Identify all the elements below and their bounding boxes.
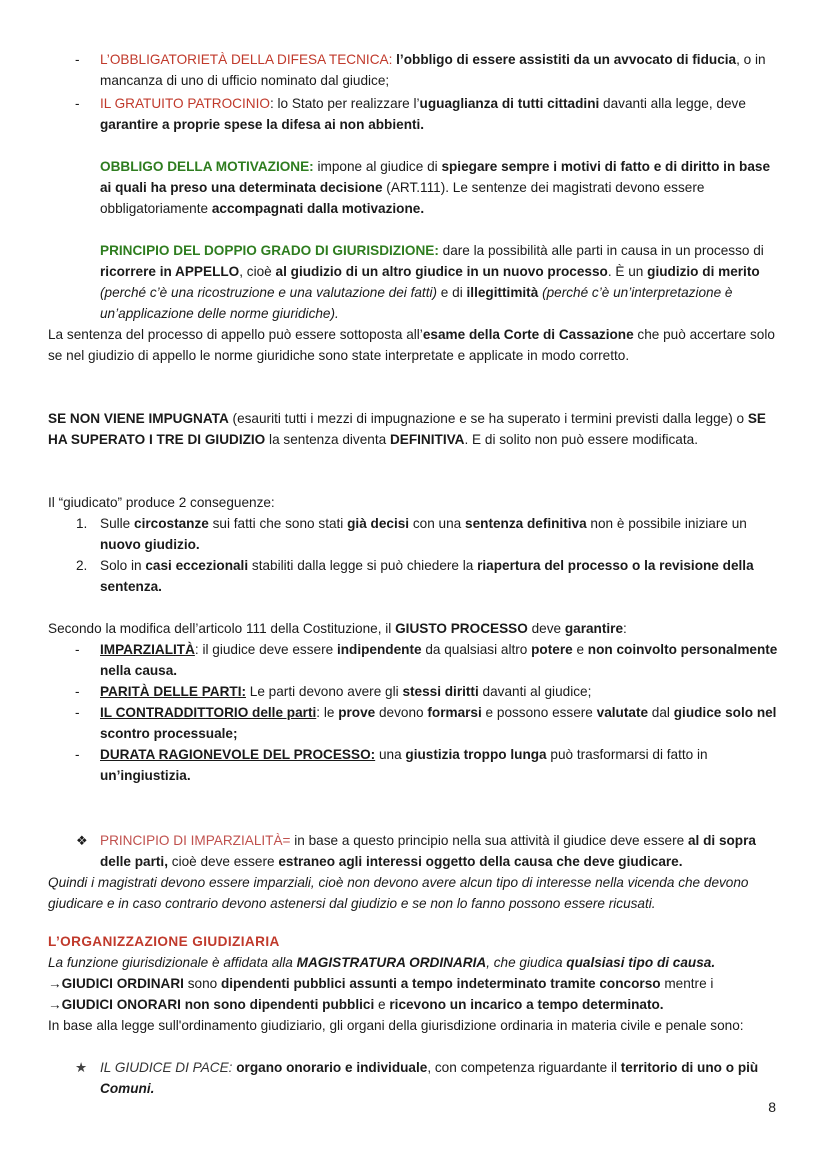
page-number: 8 bbox=[768, 1099, 776, 1115]
item-title: IMPARZIALITÀ bbox=[100, 642, 195, 657]
item-title: DURATA RAGIONEVOLE DEL PROCESSO: bbox=[100, 747, 376, 762]
paragraph-doppio-grado: PRINCIPIO DEL DOPPIO GRADO DI GIURISDIZIONE: dare la possibilità alle parti in causa in un processo di ricorrere in APPELLO, cioè al giudizio di un altro giudice in un nuovo processo. È un giudizio di merito (perché c’è una ricostruzione e una valutazione dei fatti) e di illegittimità (perché c’è un’interpretazione è un’applicazione delle norme giuridiche). bbox=[100, 243, 764, 321]
item-title: IL GIUDICE DI PACE: bbox=[100, 1060, 233, 1075]
diamond-bullet-icon: ❖ bbox=[76, 833, 88, 848]
section-title: PRINCIPIO DEL DOPPIO GRADO DI GIURISDIZIONE: bbox=[100, 243, 439, 258]
paragraph-magistratura: La funzione giurisdizionale è affidata alla MAGISTRATURA ORDINARIA, che giudica qualsiasi tipo di causa. bbox=[48, 955, 716, 970]
dash-marker: - bbox=[75, 705, 80, 720]
list-item-durata: - DURATA RAGIONEVOLE DEL PROCESSO: una giustizia troppo lunga può trasformarsi di fatto in un’ingiustizia. bbox=[100, 744, 780, 786]
list-item-giudice-di-pace: ★ IL GIUDICE DI PACE: organo onorario e individuale, con competenza riguardante il territorio di uno o più Comuni. bbox=[100, 1057, 780, 1099]
paragraph-giusto-processo: Secondo la modifica dell’articolo 111 della Costituzione, il GIUSTO PROCESSO deve garantire: bbox=[48, 621, 627, 636]
item-title: L’OBBLIGATORIETÀ DELLA DIFESA TECNICA: bbox=[100, 52, 393, 67]
item-title: PARITÀ DELLE PARTI: bbox=[100, 684, 246, 699]
paragraph-motivazione: OBBLIGO DELLA MOTIVAZIONE: impone al giudice di spiegare sempre i motivi di fatto e di diritto in base ai quali ha preso una determinata decisione (ART.111). Le sentenze dei magistrati devono essere obbligatoriamente accompagnati dalla motivazione. bbox=[100, 159, 771, 216]
italic-note: Quindi i magistrati devono essere imparziali, cioè non devono avere alcun tipo di interesse nella vicenda che devono giudicare e in caso contrario devono astenersi dal giudizio e se non lo fanno possono essere ricusati. bbox=[48, 875, 749, 911]
number-marker: 1. bbox=[76, 516, 88, 531]
dash-marker: - bbox=[75, 642, 80, 657]
paragraph-ordinamento: In base alla legge sull'ordinamento giudiziario, gli organi della giurisdizione ordinaria in materia civile e penale sono: bbox=[48, 1018, 744, 1033]
dash-marker: - bbox=[75, 96, 80, 111]
list-item-principio-imparzialita: ❖ PRINCIPIO DI IMPARZIALITÀ= in base a questo principio nella sua attività il giudice deve essere al di sopra delle parti, cioè deve essere estraneo agli interessi oggetto della causa che deve giudicare. bbox=[100, 830, 780, 872]
dash-marker: - bbox=[75, 52, 80, 67]
paragraph-cassazione: La sentenza del processo di appello può essere sottoposta all’esame della Corte di Cassazione che può accertare solo se nel giudizio di appello le norme giuridiche sono state interpretate e applicate in modo corretto. bbox=[48, 327, 775, 363]
numbered-item-2: 2. Solo in casi eccezionali stabiliti dalla legge si può chiedere la riapertura del processo o la revisione della sentenza. bbox=[100, 555, 780, 597]
numbered-item-1: 1. Sulle circostanze sui fatti che sono stati già decisi con una sentenza definitiva non è possibile iniziare un nuovo giudizio. bbox=[100, 513, 780, 555]
list-item-contraddittorio: - IL CONTRADDITTORIO delle parti: le prove devono formarsi e possono essere valutate dal giudice solo nel scontro processuale; bbox=[100, 702, 780, 744]
star-bullet-icon: ★ bbox=[75, 1060, 88, 1075]
dash-marker: - bbox=[75, 684, 80, 699]
list-item-difesa-tecnica: - L’OBBLIGATORIETÀ DELLA DIFESA TECNICA: l’obbligo di essere assistiti da un avvocato di fiducia, o in mancanza di uno di ufficio nominato dal giudice; bbox=[100, 49, 780, 91]
paragraph-giudicato-intro: Il “giudicato” produce 2 conseguenze: bbox=[48, 495, 275, 510]
list-item-gratuito-patrocinio: - IL GRATUITO PATROCINIO: lo Stato per realizzare l’uguaglianza di tutti cittadini davanti alla legge, deve garantire a proprie spese la difesa ai non abbienti. bbox=[100, 93, 780, 135]
section-title: OBBLIGO DELLA MOTIVAZIONE: bbox=[100, 159, 314, 174]
item-title: IL GRATUITO PATROCINIO bbox=[100, 96, 270, 111]
paragraph-giudici-ordinari: →GIUDICI ORDINARI sono dipendenti pubblici assunti a tempo indeterminato tramite concorso mentre i bbox=[48, 976, 714, 991]
paragraph-giudici-onorari: →GIUDICI ONORARI non sono dipendenti pubblici e ricevono un incarico a tempo determinato. bbox=[48, 997, 664, 1012]
item-title: PRINCIPIO DI IMPARZIALITÀ= bbox=[100, 833, 291, 848]
number-marker: 2. bbox=[76, 558, 88, 573]
item-title: IL CONTRADDITTORIO delle parti bbox=[100, 705, 317, 720]
section-heading: L’ORGANIZZAZIONE GIUDIZIARIA bbox=[48, 934, 280, 949]
list-item-parita: - PARITÀ DELLE PARTI: Le parti devono avere gli stessi diritti davanti al giudice; bbox=[100, 681, 780, 702]
dash-marker: - bbox=[75, 747, 80, 762]
list-item-imparzialita: - IMPARZIALITÀ: il giudice deve essere indipendente da qualsiasi altro potere e non coinvolto personalmente nella causa. bbox=[100, 639, 780, 681]
paragraph-impugnata: SE NON VIENE IMPUGNATA (esauriti tutti i mezzi di impugnazione e se ha superato i termini previsti dalla legge) o SE HA SUPERATO I TRE DI GIUDIZIO la sentenza diventa DEFINITIVA. E di solito non può essere modificata. bbox=[48, 411, 766, 447]
